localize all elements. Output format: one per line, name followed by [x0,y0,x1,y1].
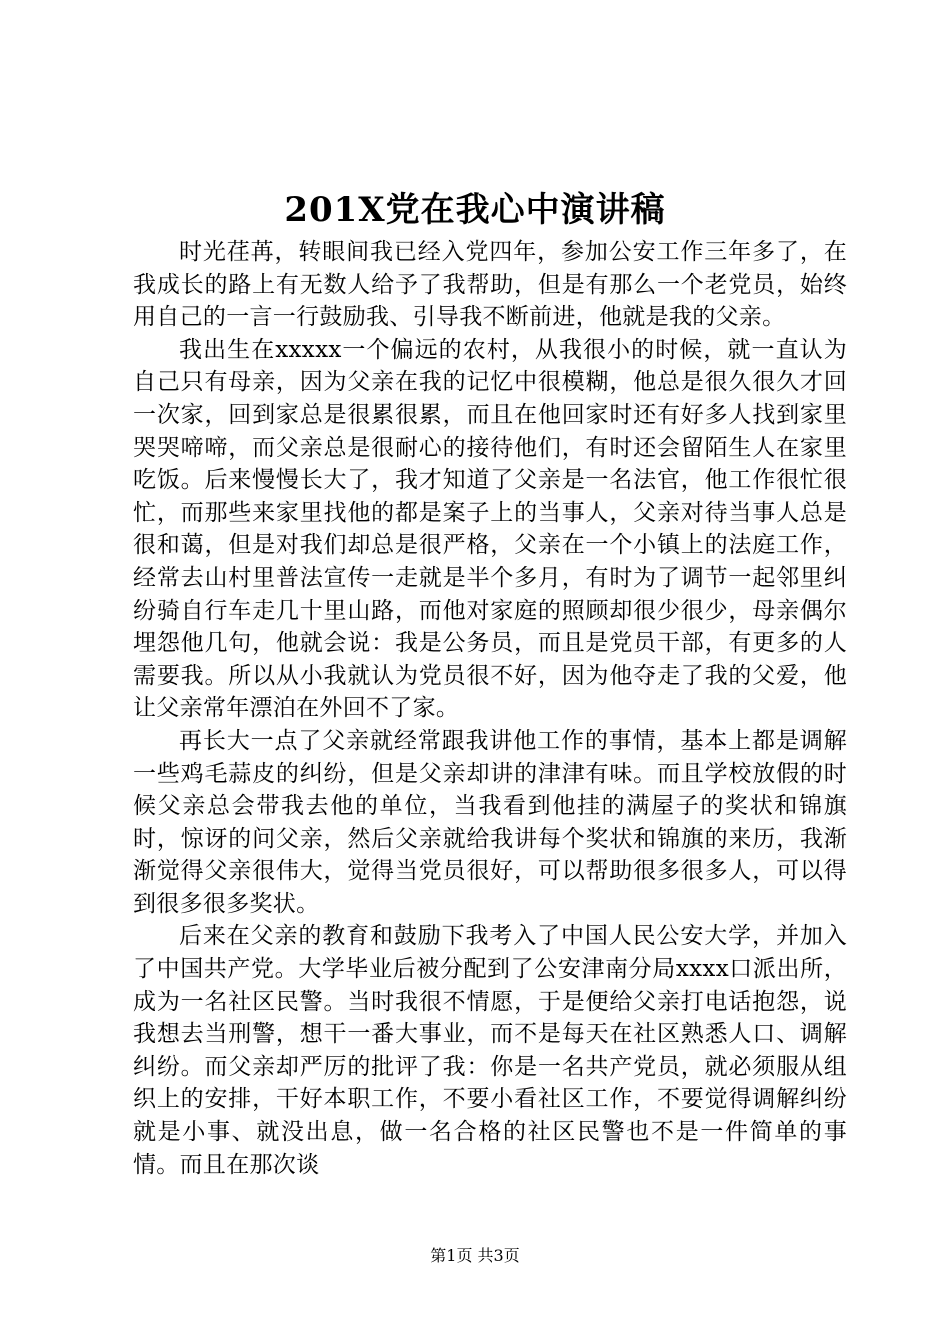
paragraph: 再长大一点了父亲就经常跟我讲他工作的事情，基本上都是调解一些鸡毛蒜皮的纠纷，但是父亲却讲的津津有味。而且学校放假的时候父亲总会带我去他的单位，当我看到他挂的满屋子的奖状和锦旗时，惊讶的问父亲，然后父亲就给我讲每个奖状和锦旗的来历，我渐渐觉得父亲很伟大，觉得当党员很好，可以帮助很多很多人，可以得到很多很多奖状。 [133,727,847,917]
page-number-footer: 第1页 共3页 [430,1246,520,1265]
document-body [133,236,847,1181]
document-title: 201X党在我心中演讲稿 [284,190,666,230]
paragraph: 后来在父亲的教育和鼓励下我考入了中国人民公安大学，并加入了中国共产党。大学毕业后被分配到了公安津南分局xxxx口派出所，成为一名社区民警。当时我很不情愿，于是便给父亲打电话抱怨，说我想去当刑警，想干一番大事业，而不是每天在社区熟悉人口、调解纠纷。而父亲却严厉的批评了我：你是一名共产党员，就必须服从组织上的安排，干好本职工作，不要小看社区工作，不要觉得调解纠纷就是小事、就没出息，做一名合格的社区民警也不是一件简单的事情。而且在那次谈 [133,923,847,1178]
paragraph: 我出生在xxxxx一个偏远的农村，从我很小的时候，就一直认为自己只有母亲，因为父亲在我的记忆中很模糊，他总是很久很久才回一次家，回到家总是很累很累，而且在他回家时还有好多人找到家里哭哭啼啼，而父亲总是很耐心的接待他们，有时还会留陌生人在家里吃饭。后来慢慢长大了，我才知道了父亲是一名法官，他工作很忙很忙，而那些来家里找他的都是案子上的当事人，父亲对待当事人总是很和蔼，但是对我们却总是很严格，父亲在一个小镇上的法庭工作，经常去山村里普法宣传一走就是半个多月，有时为了调节一起邻里纠纷骑自行车走几十里山路，而他对家庭的照顾却很少很少，母亲偶尔埋怨他几句，他就会说：我是公务员，而且是党员干部，有更多的人需要我。所以从小我就认为党员很不好，因为他夺走了我的父爱，他让父亲常年漂泊在外回不了家。 [133,336,847,722]
paragraph: 时光荏苒，转眼间我已经入党四年，参加公安工作三年多了，在我成长的路上有无数人给予了我帮助，但是有那么一个老党员，始终用自己的一言一行鼓励我、引导我不断前进，他就是我的父亲。 [133,239,847,331]
